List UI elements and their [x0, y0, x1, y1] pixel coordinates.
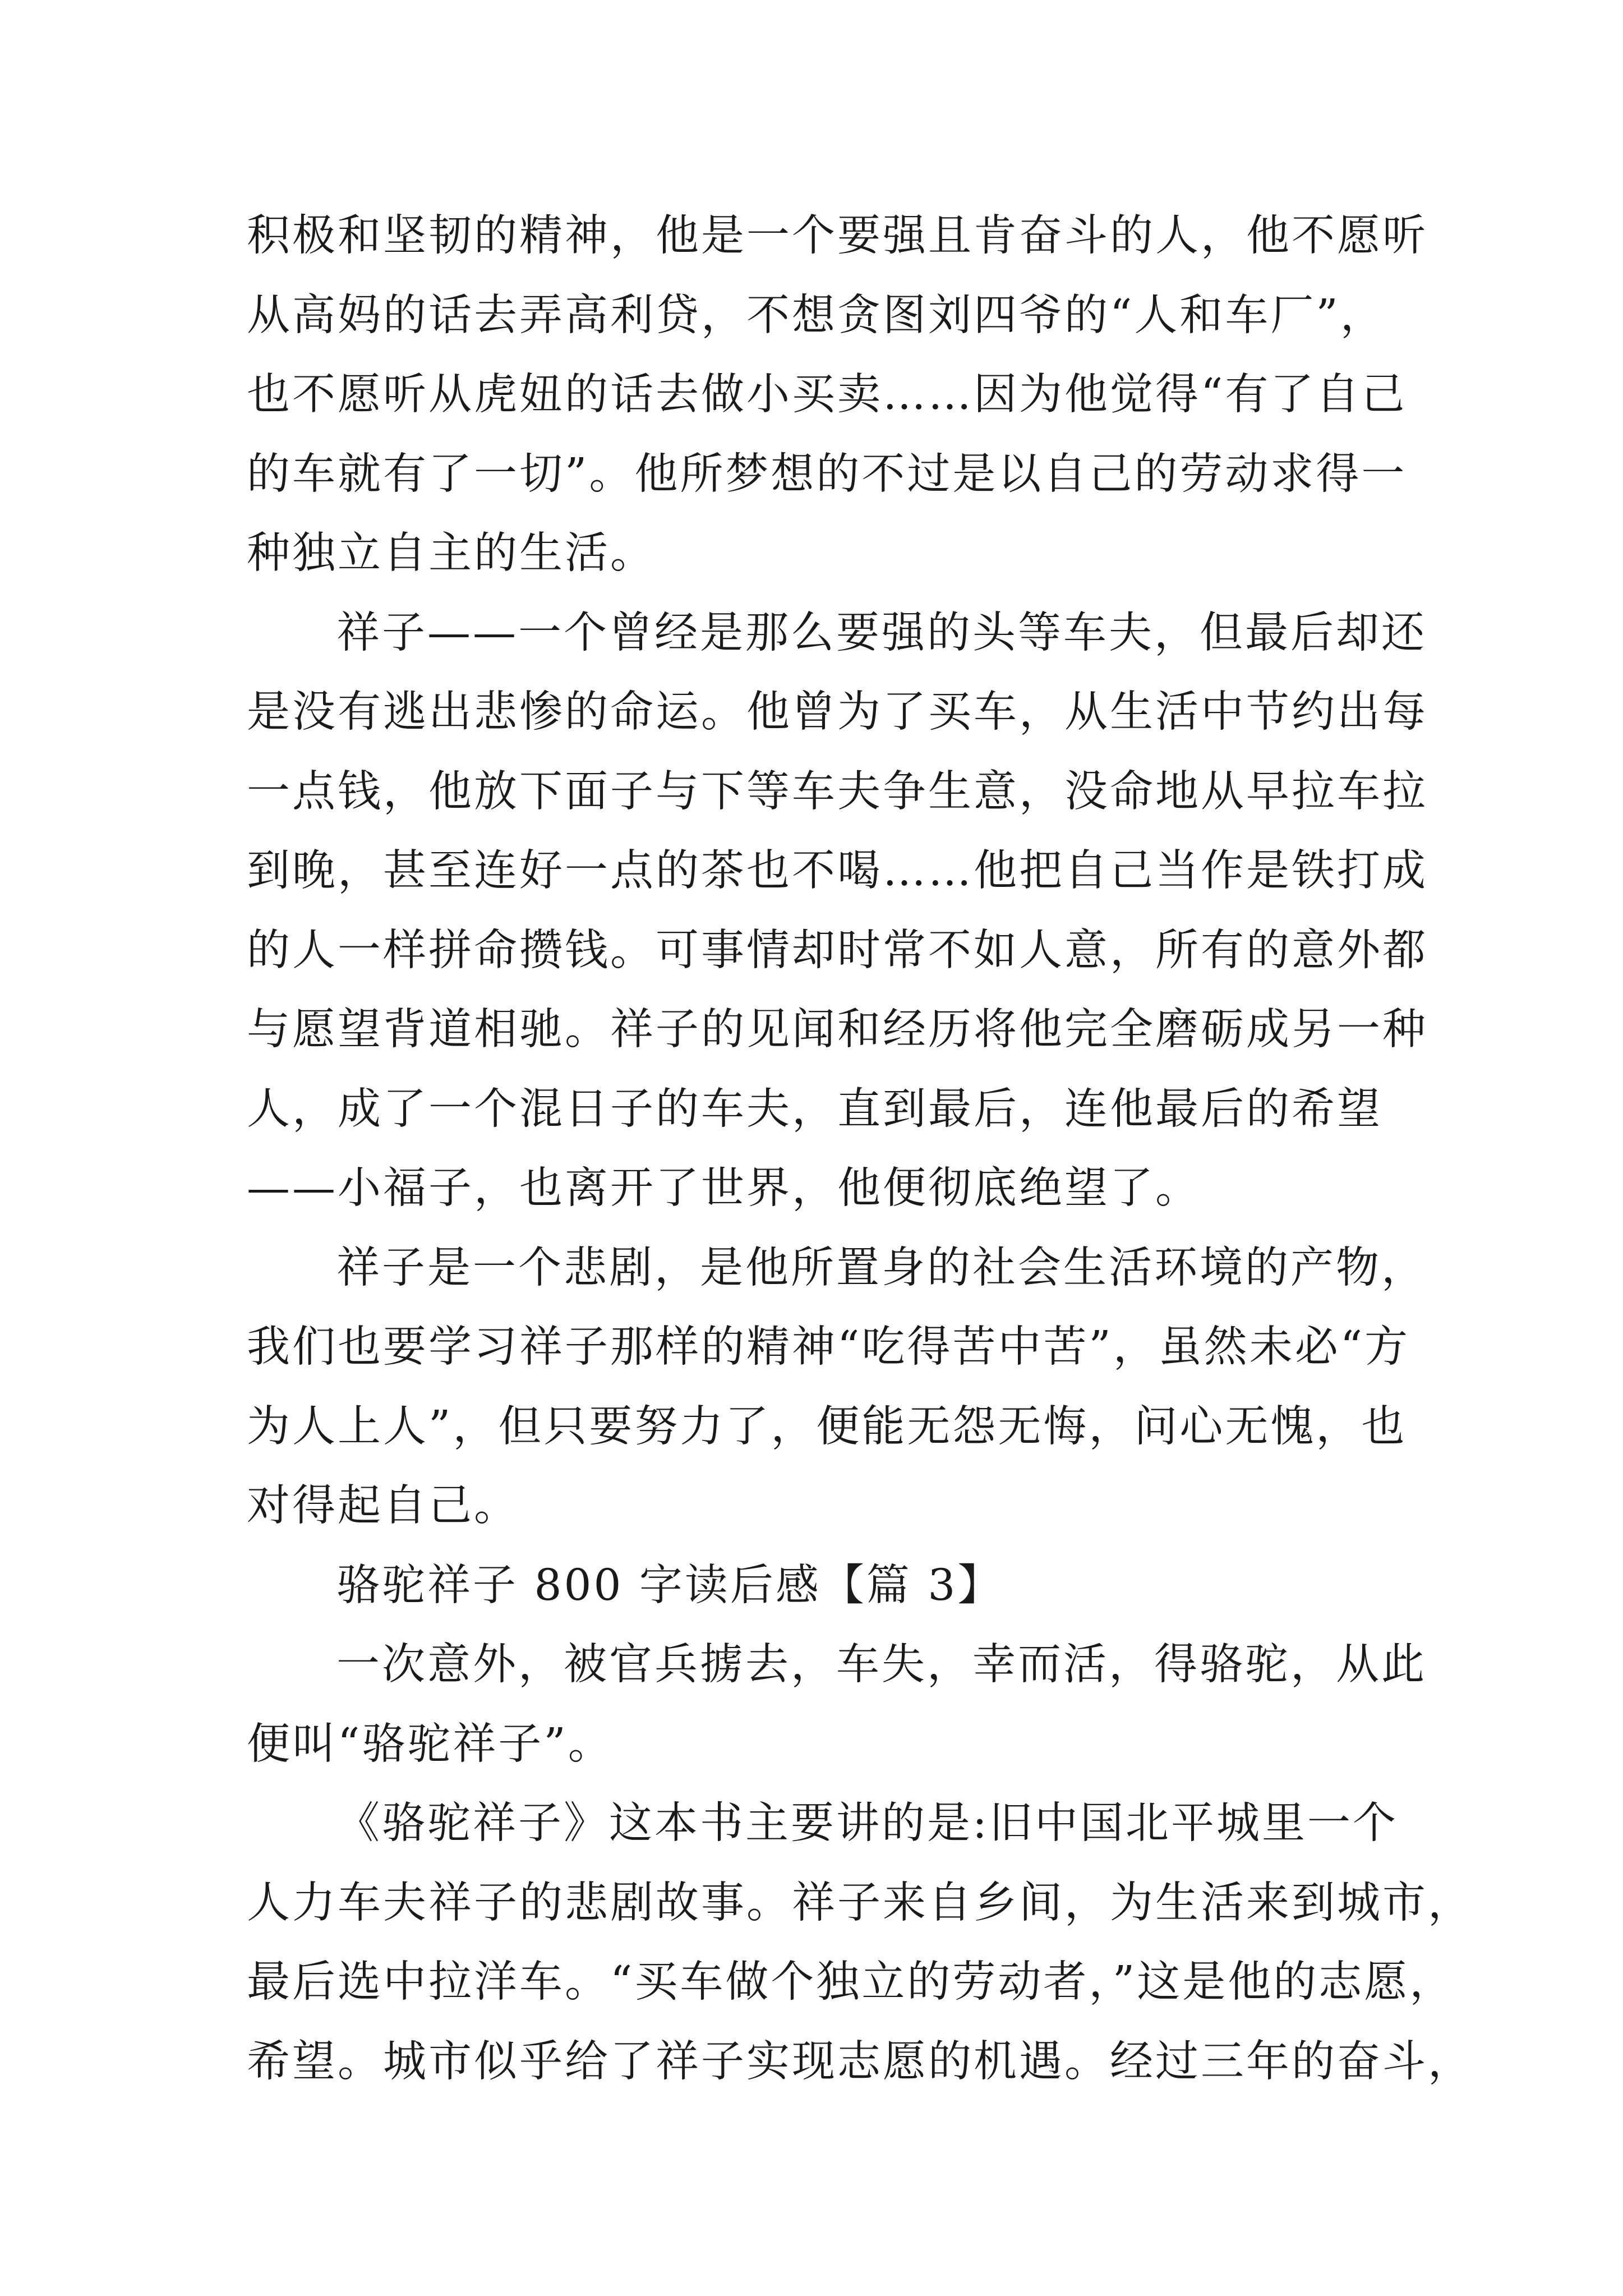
text-line: 也不愿听从虎妞的话去做小买卖……因为他觉得“有了自己 [247, 370, 1407, 420]
text-line: 种独立自主的生活。 [247, 528, 656, 578]
text-line: 的人一样拼命攒钱。可事情却时常不如人意，所有的意外都 [247, 925, 1428, 976]
document-body [247, 196, 1473, 2101]
text-line: ——小福子，也离开了世界，他便彻底绝望了。 [247, 1163, 1201, 1213]
text-line: 积极和坚韧的精神，他是一个要强且肯奋斗的人，他不愿听 [247, 211, 1428, 261]
text-line: 祥子是一个悲剧，是他所置身的社会生活环境的产物， [336, 1243, 1427, 1293]
text-line: 最后选中拉洋车。“买车做个独立的劳动者，”这是他的志愿， [247, 1957, 1455, 2007]
text-line: 是没有逃出悲惨的命运。他曾为了买车，从生活中节约出每 [247, 687, 1428, 737]
text-line: 人，成了一个混日子的车夫，直到最后，连他最后的希望 [247, 1084, 1382, 1134]
text-line: 我们也要学习祥子那样的精神“吃得苦中苦”，虽然未必“方 [247, 1322, 1410, 1372]
text-line: 对得起自己。 [247, 1481, 519, 1531]
text-line: 一点钱，他放下面子与下等车夫争生意，没命地从早拉车拉 [247, 766, 1428, 817]
text-line: 祥子——一个曾经是那么要强的头等车夫，但最后却还 [336, 608, 1427, 658]
text-line: 与愿望背道相驰。祥子的见闻和经历将他完全磨砺成另一种 [247, 1005, 1428, 1055]
text-line: 的车就有了一切”。他所梦想的不过是以自己的劳动求得一 [247, 449, 1407, 499]
text-line: 希望。城市似乎给了祥子实现志愿的机遇。经过三年的奋斗， [247, 2036, 1473, 2087]
text-line: 从高妈的话去弄高利贷，不想贪图刘四爷的“人和车厂”， [247, 290, 1386, 341]
text-line: 便叫“骆驼祥子”。 [247, 1719, 614, 1769]
text-line: 到晚，甚至连好一点的茶也不喝……他把自己当作是铁打成 [247, 846, 1428, 896]
text-line: 为人上人”，但只要努力了，便能无怨无悔，问心无愧，也 [247, 1401, 1407, 1452]
text-line: 一次意外，被官兵掳去，车失，幸而活，得骆驼，从此 [336, 1640, 1427, 1690]
text-line: 《骆驼祥子》这本书主要讲的是:旧中国北平城里一个 [336, 1798, 1398, 1848]
text-line: 人力车夫祥子的悲剧故事。祥子来自乡间，为生活来到城市， [247, 1878, 1473, 1928]
section-heading: 骆驼祥子 800 字读后感【篇 3】 [336, 1560, 1003, 1611]
